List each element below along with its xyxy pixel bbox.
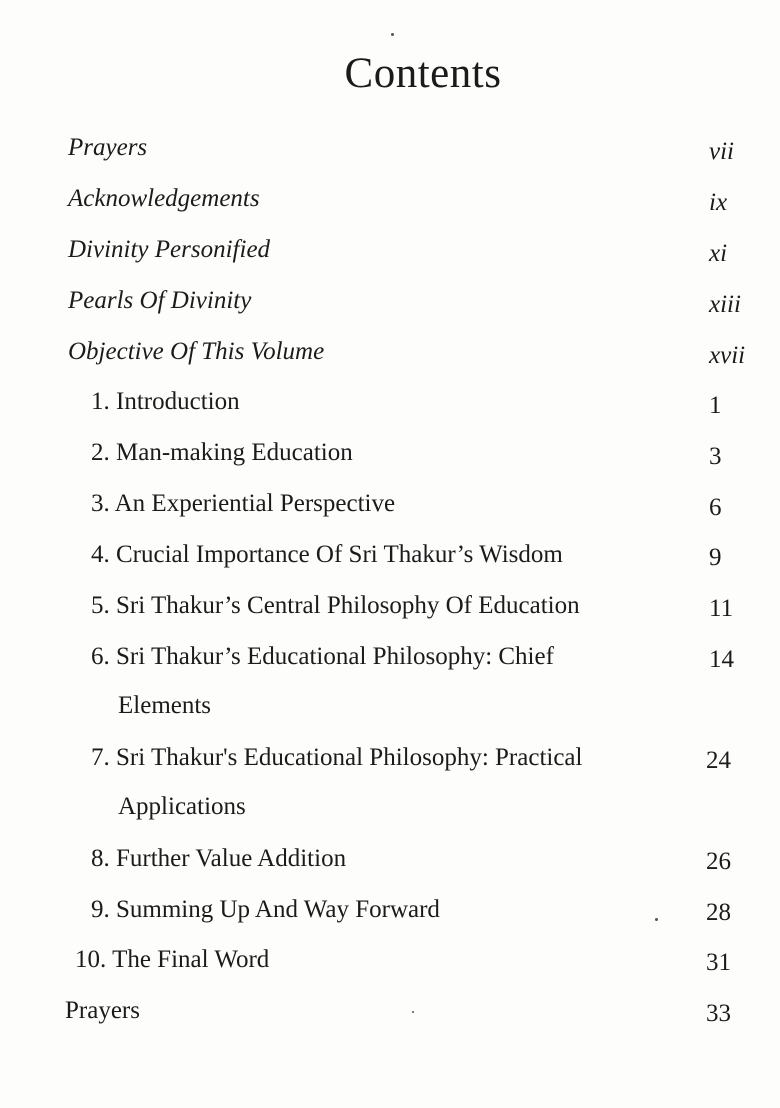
print-speck (655, 918, 658, 921)
chapter-number: 1. (91, 388, 110, 415)
chapter-title: Further Value Addition (116, 845, 347, 872)
chapter-number: 7. (91, 744, 110, 771)
toc-page-number: vii (709, 138, 734, 165)
chapter-title: Man-making Education (116, 439, 353, 466)
chapter-number: 5. (91, 592, 110, 619)
chapter-title: Sri Thakur's Educational Philosophy: Practical (116, 744, 583, 771)
toc-entry-chapter-8 (91, 844, 346, 874)
print-speck (391, 33, 394, 36)
toc-page-number: 26 (706, 848, 731, 875)
toc-page-number: 24 (706, 747, 731, 774)
chapter-number: 6. (91, 643, 110, 670)
toc-page-number: xiii (709, 291, 741, 318)
toc-page-number: xvii (709, 342, 746, 369)
chapter-number: 2. (91, 439, 110, 466)
toc-page-number: 31 (706, 949, 731, 976)
print-speck (412, 1011, 414, 1013)
toc-entry-acknowledgements: Acknowledgements (68, 185, 260, 212)
toc-entry-pearls-of-divinity: Pearls Of Divinity (68, 287, 252, 314)
toc-page-number: 14 (709, 646, 734, 673)
toc-page-number: xi (709, 240, 728, 267)
chapter-number: 9. (91, 896, 110, 923)
toc-page-number: 33 (706, 1000, 731, 1027)
toc-entry-chapter-3 (91, 489, 395, 519)
chapter-title: Summing Up And Way Forward (116, 896, 440, 923)
toc-entry-chapter-10 (75, 945, 269, 975)
chapter-number: 3. (91, 490, 110, 517)
toc-page-number: 9 (709, 544, 722, 571)
toc-page-number: 6 (709, 494, 722, 521)
chapter-title: An Experiential Perspective (114, 490, 396, 517)
toc-entry-chapter-2 (91, 438, 353, 468)
chapter-title: Sri Thakur’s Educational Philosophy: Chief (116, 643, 554, 670)
chapter-title: Sri Thakur’s Central Philosophy Of Education (116, 592, 580, 619)
toc-entry-chapter-5 (91, 591, 580, 621)
toc-entry-chapter-4 (91, 540, 563, 570)
chapter-title-continuation: Applications (118, 793, 246, 820)
chapter-number: 8. (91, 845, 110, 872)
chapter-number: 10. (75, 946, 107, 973)
toc-entry-objective-of-this-volume: Objective Of This Volume (68, 338, 325, 365)
toc-page-number: 28 (706, 899, 731, 926)
toc-entry-divinity-personified: Divinity Personified (68, 236, 271, 263)
toc-entry-prayers: Prayers (68, 134, 148, 161)
toc-entry-chapter-7 (91, 743, 582, 773)
toc-page-number: 11 (709, 595, 734, 622)
toc-page-number: 3 (709, 443, 722, 470)
chapter-title: Introduction (116, 388, 240, 415)
toc-entry-closing-prayers: Prayers (65, 997, 140, 1024)
toc-entry-chapter-9 (91, 895, 440, 925)
chapter-title: The Final Word (112, 946, 270, 973)
toc-page-number: ix (709, 189, 728, 216)
chapter-number: 4. (91, 541, 110, 568)
toc-page-number: 1 (709, 392, 722, 419)
page-title: Contents (344, 50, 502, 97)
toc-entry-chapter-1 (91, 387, 240, 417)
toc-entry-chapter-6 (91, 642, 554, 672)
chapter-title-continuation: Elements (118, 692, 212, 719)
chapter-title: Crucial Importance Of Sri Thakur’s Wisdom (116, 541, 563, 568)
